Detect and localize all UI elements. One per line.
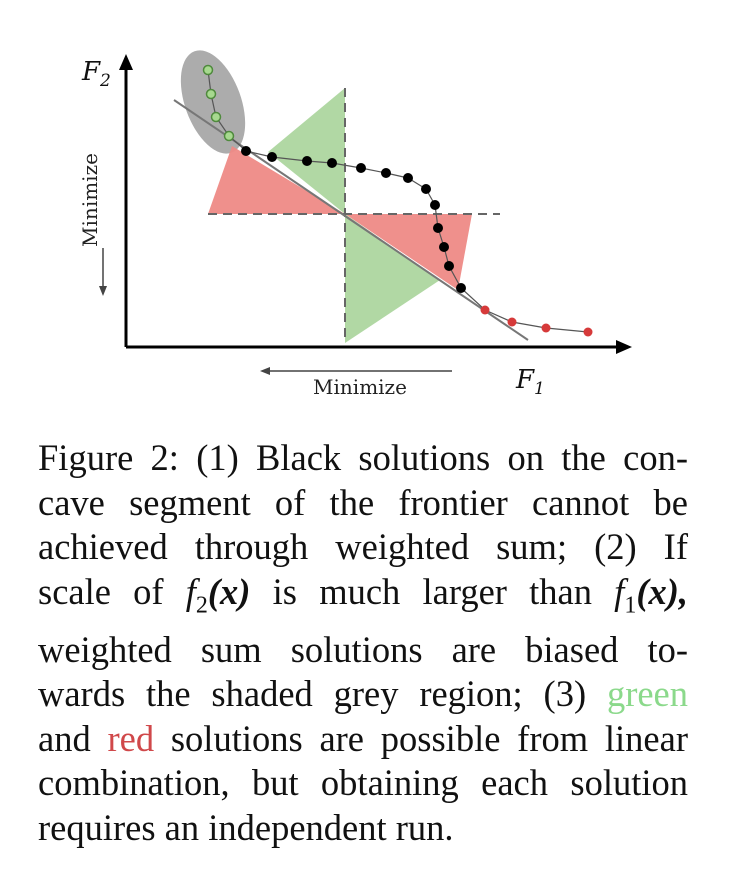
y-axis-arrow	[119, 54, 133, 70]
black-solution	[302, 156, 312, 166]
red-solution	[584, 328, 593, 337]
caption-line: Figure 2: (1) Black solutions on the con-	[38, 437, 688, 478]
x-axis-arrow	[616, 340, 632, 354]
black-solution	[267, 152, 277, 162]
caption-line: scale of $f_2(x)$ is much larger than $f_1(x)$,	[38, 570, 688, 619]
black-solution	[403, 173, 413, 183]
green-solution	[212, 113, 221, 122]
pareto-figure	[0, 0, 730, 420]
green-solution	[225, 132, 234, 141]
y-minimize-arrow-head	[99, 286, 107, 296]
black-solution	[327, 158, 337, 168]
caption-line: requires an independent run.	[38, 807, 454, 849]
caption-line: weighted sum solutions are biased to-	[38, 628, 688, 670]
red-solution	[508, 318, 517, 327]
black-solution	[430, 200, 440, 210]
x-axis-label: $F_1$	[516, 365, 545, 399]
green-solution	[207, 90, 216, 99]
green-word: green	[606, 673, 688, 715]
black-solution	[433, 223, 443, 233]
x-minimize-arrow-head	[260, 367, 270, 375]
caption-line: cave segment of the frontier cannot be	[38, 481, 688, 523]
red-solution	[542, 324, 551, 333]
x-minimize-label: Minimize	[313, 375, 407, 399]
caption-line: achieved through weighted sum; (2) If	[38, 526, 688, 568]
black-solution	[356, 163, 366, 173]
black-solution	[456, 283, 466, 293]
figure-caption	[38, 436, 688, 851]
black-solution	[241, 146, 251, 156]
y-axis-label: $F_2$	[82, 57, 111, 91]
black-solution	[421, 184, 431, 194]
black-solution	[381, 168, 391, 178]
y-minimize-label: Minimize	[78, 153, 102, 247]
caption-line: wards the shaded grey region; (3) green	[38, 673, 688, 715]
black-solution	[439, 242, 449, 252]
green-solution	[204, 66, 213, 75]
red-solution	[481, 306, 490, 315]
red-word: red	[107, 717, 155, 759]
caption-line: and red solutions are possible from linear	[38, 717, 688, 759]
black-solution	[444, 261, 454, 271]
caption-line: combination, but obtaining each solution	[38, 762, 688, 804]
